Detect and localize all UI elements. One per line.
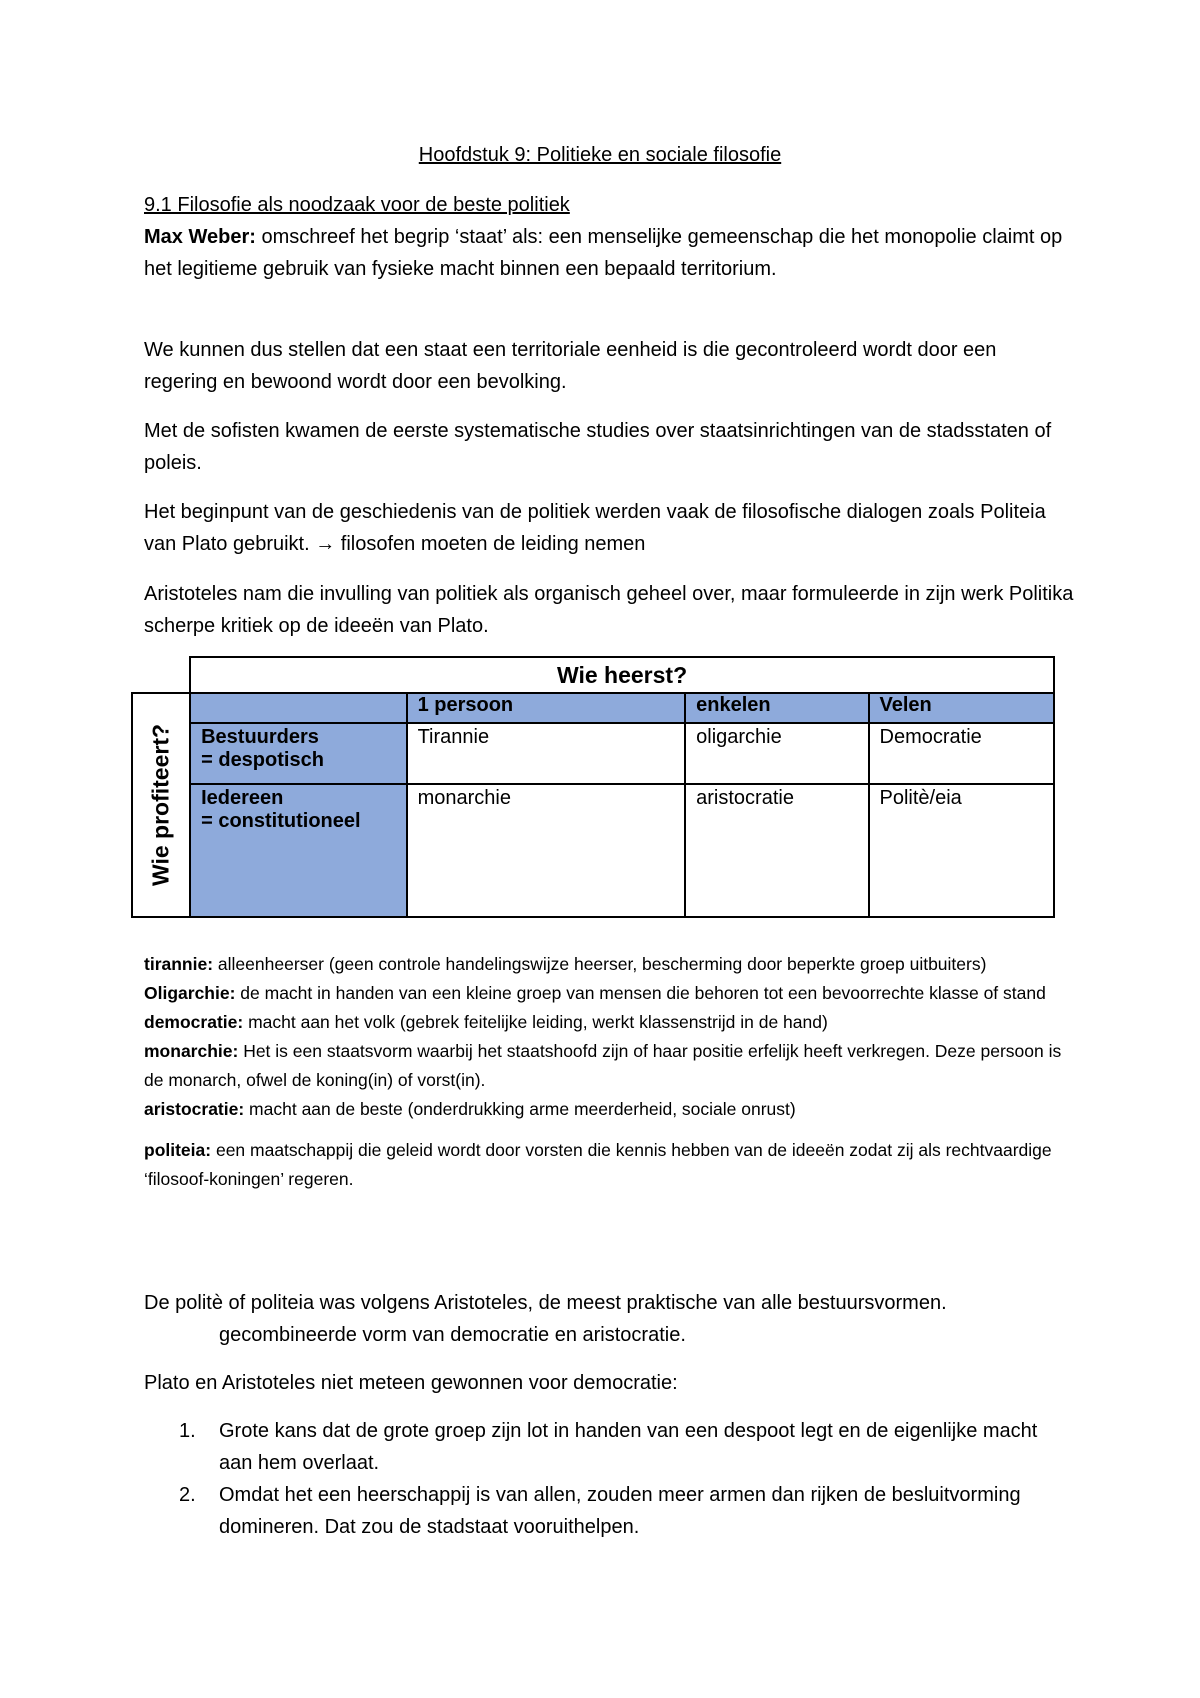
row-label: Bestuurders [201, 726, 319, 749]
paragraph-politeia: Het beginpunt van de geschiedenis van de politiek werden vaak de filosofische dialogen zoals Politeia van Plato gebruikt. → filosofen moeten de leiding nemen [144, 501, 1046, 555]
table-side-label: Wie profiteert? [147, 724, 174, 887]
definition-text: macht aan de beste (onderdrukking arme meerderheid, sociale onrust) [244, 1099, 796, 1119]
definition-text: macht aan het volk (gebrek feitelijke leiding, werkt klassenstrijd in de hand) [243, 1012, 828, 1032]
list-number: 1. [179, 1420, 196, 1442]
definition-politeia [144, 1136, 1074, 1194]
definition-term: politeia: [144, 1140, 212, 1160]
table-cell: Politè/eia [869, 784, 1054, 917]
table-column-header: Velen [869, 693, 1054, 723]
list-text: Omdat het een heerschappij is van allen, zouden meer armen dan rijken de besluitvorming domineren. Dat zou de stadstaat vooruithelpen. [219, 1484, 1021, 1538]
table-row-header [190, 784, 406, 917]
table-cell: aristocratie [685, 784, 868, 917]
table-row-header [190, 723, 406, 784]
table-cell: Tirannie [407, 723, 686, 784]
list-number: 2. [179, 1484, 196, 1506]
definitions-list [144, 950, 1074, 1194]
list-text: Grote kans dat de grote groep zijn lot in handen van een despoot legt en de eigenlijke macht aan hem overlaat. [219, 1420, 1038, 1474]
definition-text: de macht in handen van een kleine groep van mensen die behoren tot een bevoorrechte klasse of stand [235, 983, 1046, 1003]
definition-term: democratie: [144, 1012, 244, 1032]
page-title: Hoofdstuk 9: Politieke en sociale filosofie [418, 144, 782, 166]
polite-paragraph: De politè of politeia was volgens Aristoteles, de meest praktische van alle bestuursvormen. [144, 1292, 947, 1314]
list-item [144, 1479, 1074, 1543]
table-header-wie-heerst: Wie heerst? [190, 657, 1054, 693]
table-column-header: 1 persoon [407, 693, 686, 723]
definition-oligarchie [144, 979, 1074, 1008]
paragraph-sofisten: Met de sofisten kwamen de eerste systematische studies over staatsinrichtingen van de stadsstaten of poleis. [144, 420, 1052, 474]
table-column-header: enkelen [685, 693, 868, 723]
table-corner [132, 657, 190, 693]
definition-text: een maatschappij die geleid wordt door vorsten die kennis hebben van de ideeën zodat zij als rechtvaardige ‘filosoof-koningen’ regeren. [144, 1140, 1052, 1189]
definition-term: monarchie: [144, 1041, 239, 1061]
definition-tirannie [144, 950, 1074, 979]
definition-aristocratie [144, 1095, 1074, 1124]
definition-monarchie [144, 1037, 1074, 1095]
definition-term: tirannie: [144, 954, 214, 974]
weber-paragraph [144, 221, 1074, 285]
plato-paragraph: Plato en Aristoteles niet meteen gewonnen voor democratie: [144, 1372, 678, 1394]
row-sublabel: = constitutioneel [201, 810, 361, 833]
numbered-list [144, 1415, 1074, 1543]
definition-text: alleenheerser (geen controle handelingswijze heerser, bescherming door beperkte groep uitbuiters) [213, 954, 987, 974]
weber-text: omschreef het begrip ‘staat’ als: een menselijke gemeenschap die het monopolie claimt op het legitieme gebruik van fysieke macht binnen een bepaald territorium. [144, 226, 1063, 280]
table-cell: Democratie [869, 723, 1054, 784]
row-sublabel: = despotisch [201, 749, 324, 772]
table-column-header-empty [190, 693, 406, 723]
definition-term: Oligarchie: [144, 983, 236, 1003]
definition-term: aristocratie: [144, 1099, 245, 1119]
table-cell: monarchie [407, 784, 686, 917]
weber-label: Max Weber: [144, 226, 256, 248]
paragraph-state: We kunnen dus stellen dat een staat een territoriale eenheid is die gecontroleerd wordt door een regering en bewoond wordt door een bevolking. [144, 339, 997, 393]
table-side-label-cell [132, 693, 190, 917]
section-heading: 9.1 Filosofie als noodzaak voor de beste politiek [144, 194, 570, 216]
definition-democratie [144, 1008, 1074, 1037]
table-cell: oligarchie [685, 723, 868, 784]
government-forms-table [131, 656, 1055, 918]
list-item [144, 1415, 1074, 1479]
row-label: Iedereen [201, 787, 284, 810]
paragraph-aristoteles: Aristoteles nam die invulling van politiek als organisch geheel over, maar formuleerde in zijn werk Politika scherpe kritiek op de ideeën van Plato. [144, 583, 1074, 637]
polite-subline: gecombineerde vorm van democratie en aristocratie. [219, 1324, 686, 1346]
definition-text: Het is een staatsvorm waarbij het staatshoofd zijn of haar positie erfelijk heeft verkregen. Deze persoon is de monarch, ofwel de koning(in) of vorst(in). [144, 1041, 1062, 1090]
